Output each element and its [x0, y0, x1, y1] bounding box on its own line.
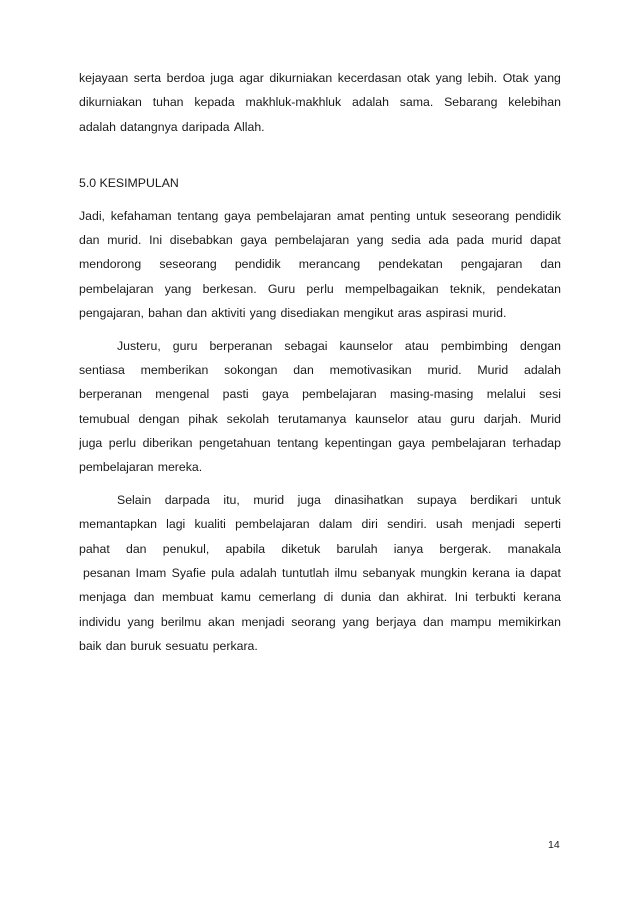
word: tentang [177, 208, 219, 223]
word: menjaga [79, 590, 127, 605]
word: cemerlang [258, 590, 317, 605]
word: bahan [148, 306, 183, 321]
text-line [79, 277, 561, 301]
word: seperti [524, 517, 561, 532]
word: pembelajaran [79, 460, 154, 475]
word: dapat [530, 566, 561, 581]
word: pembelajaran [431, 436, 506, 451]
word: kefahaman [110, 208, 172, 223]
word: memberikan [140, 362, 209, 377]
word: Sebarang [444, 95, 498, 110]
word: menjadi [241, 614, 285, 629]
word: tentang [277, 436, 319, 451]
word: dan [105, 639, 127, 654]
word: sebagai [284, 338, 328, 353]
word: juga [297, 492, 321, 507]
conclusion-paragraph-1 [79, 204, 561, 326]
word: pendekatan [378, 257, 443, 272]
word: akan [208, 614, 235, 629]
word: kerana [472, 566, 510, 581]
word: yang [127, 614, 155, 629]
word: diketuk [281, 541, 321, 556]
word: terhadap [512, 436, 561, 451]
text-line [79, 407, 561, 431]
word: tuhan [152, 95, 184, 110]
word: gaya [262, 387, 289, 402]
word: buruk [130, 639, 162, 654]
word: sentiasa [79, 362, 125, 377]
word: Guru [267, 281, 296, 296]
word: ada [428, 232, 449, 247]
word: kejayaan [79, 71, 129, 85]
word: teknik, [449, 281, 486, 296]
word: ilmu [334, 566, 358, 581]
text-line [79, 488, 561, 512]
word: terutamanya [277, 411, 347, 426]
word: mampu [450, 614, 492, 629]
word: kecerdasan [337, 71, 402, 85]
word: adalah [523, 362, 561, 377]
word: pesanan [83, 566, 131, 581]
word: akhirat. [406, 590, 448, 605]
conclusion-paragraph-3 [79, 488, 561, 659]
word: Syafie [171, 566, 206, 581]
word: mungkin [420, 566, 467, 581]
word: agar [239, 71, 264, 85]
word: barulah [336, 541, 378, 556]
word: dikurniakan [269, 71, 333, 85]
word: disebabkan [169, 232, 233, 247]
word: yang [356, 232, 384, 247]
word: berilmu [160, 614, 202, 629]
word: pasti [222, 387, 249, 402]
word: perlu [306, 281, 334, 296]
word: Imam [135, 566, 167, 581]
word: murid. [472, 306, 507, 321]
word: yang [164, 281, 192, 296]
word: berdikari [470, 492, 518, 507]
word: mendorong [79, 257, 142, 272]
word: sesi [539, 387, 561, 402]
word: yang [435, 71, 463, 85]
word: kepada [194, 95, 235, 110]
word: seseorang [159, 257, 217, 272]
word: adalah [79, 119, 116, 134]
word: diberikan [142, 436, 193, 451]
word: aktiviti [211, 306, 246, 321]
word: guru [450, 411, 475, 426]
text-line [79, 634, 561, 658]
word: adalah [239, 566, 277, 581]
word: yang [534, 71, 561, 85]
text-line [79, 382, 561, 406]
word: ianya [393, 541, 424, 556]
word: lagi [166, 517, 186, 532]
word: Ini [149, 232, 163, 247]
word: dalam [318, 517, 353, 532]
text-line [79, 358, 561, 382]
word: penting [369, 208, 411, 223]
word: murid [491, 232, 523, 247]
word: dengan [138, 411, 180, 426]
word: kerana [523, 590, 561, 605]
word: yang [249, 306, 277, 321]
word: melalui [486, 387, 526, 402]
word: untuk [416, 208, 447, 223]
text-line [79, 90, 561, 114]
word: sedia [391, 232, 421, 247]
word: pengetahuan [198, 436, 271, 451]
word: amat [336, 208, 365, 223]
conclusion-paragraph-2 [79, 334, 561, 480]
word: dan [423, 614, 444, 629]
word: gaya [398, 436, 425, 451]
word: atau [417, 411, 442, 426]
word: pendidik [234, 257, 281, 272]
text-line [79, 585, 561, 609]
word: perlu [108, 436, 137, 451]
word: berperanan [79, 387, 142, 402]
word: ia [515, 566, 525, 581]
text-line [79, 610, 561, 634]
word: manakala [507, 541, 561, 556]
word: gaya [240, 232, 268, 247]
word: murid. [427, 362, 462, 377]
word: Jadi, [79, 208, 105, 223]
word: murid. [107, 232, 142, 247]
word: seorang [291, 614, 336, 629]
document-body [79, 66, 561, 659]
word: memikirkan [498, 614, 561, 629]
word: Justeru, [117, 338, 161, 353]
word: guru [172, 338, 198, 353]
word: disediakan [280, 306, 340, 321]
word: dan [293, 362, 314, 377]
text-line [79, 431, 561, 455]
word: di [323, 590, 334, 605]
text-line [79, 115, 561, 139]
text-line [79, 537, 561, 561]
word: dikurniakan [79, 95, 142, 110]
word: usah [435, 517, 463, 532]
word: sekolah [226, 411, 270, 426]
word: dan [540, 257, 561, 272]
word: perkara. [212, 639, 258, 654]
word: murid [253, 492, 285, 507]
text-line [79, 228, 561, 252]
text-line [79, 334, 561, 358]
word: dunia [340, 590, 371, 605]
word: juga [210, 71, 234, 85]
word: individu [79, 614, 121, 629]
word: makhluk-makhluk [245, 95, 342, 110]
word: kualiti [194, 517, 226, 532]
word: tuntutlah [282, 566, 330, 581]
word: aspirasi [425, 306, 469, 321]
word: sama. [399, 95, 434, 110]
page-number: 14 [548, 839, 560, 851]
section-heading: 5.0 KESIMPULAN [79, 176, 179, 191]
word: Murid [477, 362, 509, 377]
word: pengajaran, [79, 306, 144, 321]
word: memantapkan [79, 517, 157, 532]
word: sebanyak [362, 566, 416, 581]
word: aras [397, 306, 422, 321]
word: diri [361, 517, 378, 532]
word: Ini [454, 590, 468, 605]
word: sesuatu [165, 639, 209, 654]
word: dan [186, 306, 208, 321]
word: mereka. [157, 460, 203, 475]
word: datangnya [120, 119, 178, 134]
text-line [79, 252, 561, 276]
word: pembelajaran [235, 517, 310, 532]
word: dengan [519, 338, 561, 353]
word: pembelajaran [274, 232, 350, 247]
word: pahat [79, 541, 110, 556]
word: pembelajaran [302, 387, 377, 402]
word: temubual [79, 411, 130, 426]
word: pendidik [515, 208, 561, 223]
word: serta [133, 71, 162, 85]
word: dan [133, 590, 155, 605]
word: kamu [220, 590, 251, 605]
word: Murid [530, 411, 561, 426]
word: mengikut [343, 306, 394, 321]
word: Allah. [233, 119, 265, 134]
word: sokongan [224, 362, 278, 377]
word: lebih. [467, 71, 498, 85]
word: untuk [530, 492, 561, 507]
word: itu, [223, 492, 240, 507]
word: pihak [188, 411, 218, 426]
word: pengajaran [460, 257, 523, 272]
word: membuat [161, 590, 214, 605]
word: darjah. [483, 411, 522, 426]
word: gaya [224, 208, 251, 223]
word: pembimbing [440, 338, 508, 353]
word: dan [79, 232, 100, 247]
word: otak [406, 71, 431, 85]
text-line [79, 204, 561, 228]
word: berjaya [375, 614, 417, 629]
word: apabila [225, 541, 266, 556]
word: pembelajaran [256, 208, 332, 223]
word: mengenal [155, 387, 210, 402]
intro-paragraph [79, 66, 561, 139]
word: dapat [530, 232, 561, 247]
text-line [79, 512, 561, 536]
word: kaunselor [355, 411, 409, 426]
word: berperanan [209, 338, 273, 353]
word: kaunselor [339, 338, 393, 353]
word: baik [79, 639, 102, 654]
text-line [79, 455, 561, 479]
word: yang [342, 614, 370, 629]
word: pada [456, 232, 484, 247]
text-line [79, 561, 561, 585]
word: menjadi [471, 517, 515, 532]
word: merancang [298, 257, 361, 272]
word: dan [126, 541, 147, 556]
word: mempelbagaikan [345, 281, 439, 296]
word: terbukti [475, 590, 516, 605]
word: masing-masing [389, 387, 474, 402]
text-line [79, 301, 561, 325]
text-line [79, 66, 561, 90]
word: penukul, [162, 541, 210, 556]
word: atau [404, 338, 429, 353]
word: pembelajaran [79, 281, 154, 296]
word: berdoa [166, 71, 205, 85]
word: seseorang [451, 208, 510, 223]
word: dinasihatkan [334, 492, 404, 507]
word: memotivasikan [329, 362, 412, 377]
word: bergerak. [439, 541, 492, 556]
word: pendekatan [496, 281, 561, 296]
word: dan [378, 590, 400, 605]
word: supaya [416, 492, 457, 507]
word: Otak [502, 71, 529, 85]
word: darpada [164, 492, 210, 507]
word: adalah [352, 95, 389, 110]
word: sendiri. [387, 517, 427, 532]
word: pula [211, 566, 235, 581]
word: juga [79, 436, 103, 451]
word: berkesan. [202, 281, 257, 296]
word: Selain [117, 492, 152, 507]
word: daripada [181, 119, 230, 134]
word: kepentingan [324, 436, 392, 451]
word: kelebihan [508, 95, 561, 110]
